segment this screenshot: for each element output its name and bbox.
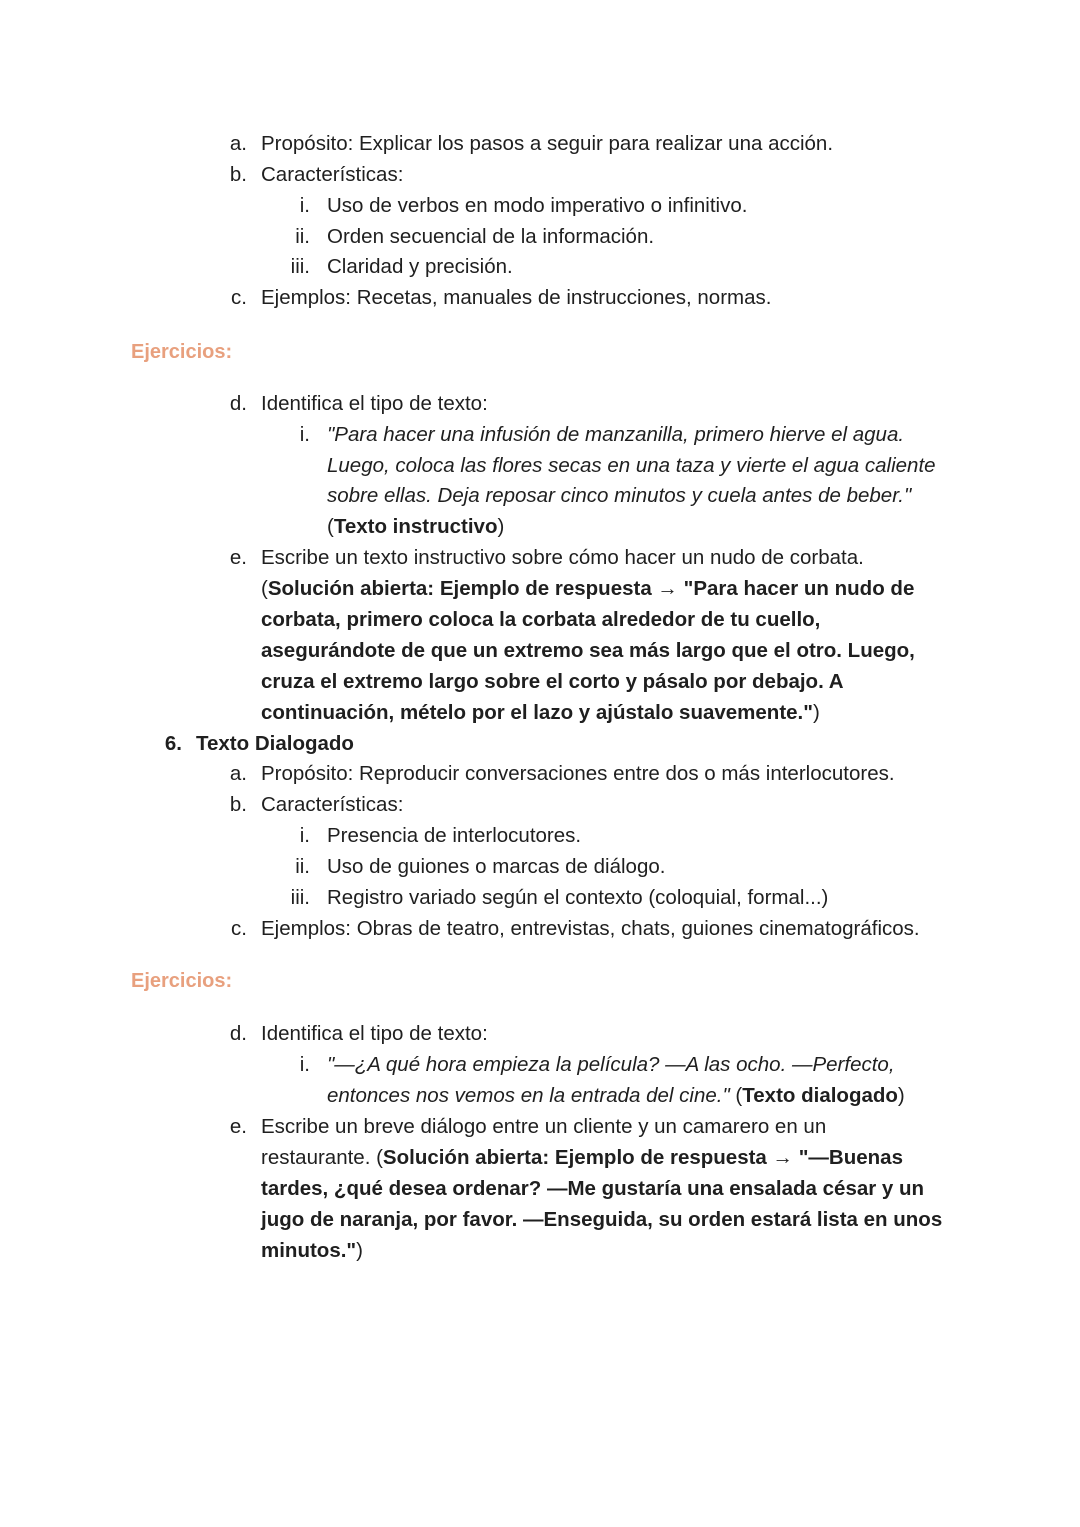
answer-text: Texto instructivo (333, 515, 498, 538)
list-text: Claridad y precisión. (327, 255, 513, 278)
list-marker: ii. (295, 855, 310, 878)
list-text: Registro variado según el contexto (coloquial, formal...) (327, 886, 829, 909)
solution-line (261, 1205, 942, 1235)
quote-text: sobre ellas. Deja reposar cinco minutos y cuela antes de beber." (327, 484, 912, 507)
quote-text: Luego, coloca las flores secas en una taza y vierte el agua caliente (327, 454, 936, 477)
list-marker: d. (229, 392, 247, 415)
list-marker: e. (229, 546, 247, 569)
list-text: Presencia de interlocutores. (327, 824, 582, 847)
list-marker: d. (229, 1022, 247, 1045)
solution-line (261, 667, 844, 697)
list-text: Ejemplos: Obras de teatro, entrevistas, chats, guiones cinematográficos. (261, 917, 920, 940)
quote-line (327, 451, 936, 481)
list-marker: i. (299, 1053, 310, 1076)
solution-text: cruza el extremo largo sobre el corto y pásalo por debajo. A (261, 670, 844, 693)
list-text: Características: (261, 163, 404, 186)
solution-text: continuación, mételo por el lazo y ajústalo suavemente." (261, 701, 813, 724)
exercises-heading: Ejercicios: (131, 970, 233, 992)
list-text: Uso de verbos en modo imperativo o infinitivo. (327, 194, 748, 217)
list-text: Orden secuencial de la información. (327, 225, 655, 248)
solution-line (261, 1174, 924, 1204)
solution-text: tardes, ¿qué desea ordenar? —Me gustaría una ensalada césar y un (261, 1177, 925, 1200)
solution-line (261, 574, 914, 604)
quote-line: "Para hacer una infusión de manzanilla, primero hierve el agua. (327, 423, 905, 446)
list-marker: i. (299, 194, 310, 217)
list-marker: c. (231, 917, 247, 940)
list-text: Uso de guiones o marcas de diálogo. (327, 855, 666, 878)
paren: ) (497, 515, 505, 538)
paren: ( (327, 515, 334, 538)
list-marker: c. (231, 286, 247, 309)
list-text: Escribe un breve diálogo entre un cliente y un camarero en un (261, 1115, 827, 1138)
list-marker: b. (229, 793, 247, 816)
quote-line: "—¿A qué hora empieza la película? —A las ocho. —Perfecto, (327, 1053, 895, 1076)
list-text: Identifica el tipo de texto: (261, 392, 488, 415)
solution-text: minutos." (261, 1239, 357, 1262)
list-marker: i. (299, 824, 310, 847)
quote-answer-line (327, 1081, 905, 1111)
list-text: Propósito: Reproducir conversaciones entre dos o más interlocutores. (261, 762, 895, 785)
paren: ) (897, 1084, 905, 1107)
solution-text: Solución abierta: Ejemplo de respuesta → "Para hacer un nudo de (267, 577, 915, 600)
list-marker: iii. (290, 255, 310, 278)
exercises-heading: Ejercicios: (131, 341, 233, 363)
paren: ( (729, 1084, 743, 1107)
section-number: 6. (164, 732, 182, 755)
list-text: Identifica el tipo de texto: (261, 1022, 488, 1045)
list-marker: b. (229, 163, 247, 186)
list-text: Características: (261, 793, 404, 816)
quote-line (327, 481, 911, 511)
solution-text: Solución abierta: Ejemplo de respuesta → "—Buenas (382, 1146, 903, 1169)
list-text: restaurante. ( (261, 1146, 383, 1169)
list-text: Ejemplos: Recetas, manuales de instrucciones, normas. (261, 286, 772, 309)
list-marker: ii. (295, 225, 310, 248)
solution-line (261, 636, 915, 666)
section-title: Texto Dialogado (196, 732, 354, 755)
list-text: Escribe un texto instructivo sobre cómo hacer un nudo de corbata. (261, 546, 864, 569)
list-marker: e. (229, 1115, 247, 1138)
solution-line (261, 605, 820, 635)
solution-line (261, 1236, 363, 1266)
list-marker: iii. (290, 886, 310, 909)
quote-text: entonces nos vemos en la entrada del cine." (327, 1084, 730, 1107)
list-marker: a. (229, 762, 247, 785)
solution-text: asegurándote de que un extremo sea más largo que el otro. Luego, (261, 639, 915, 662)
solution-line (261, 1143, 903, 1173)
answer-text: Texto dialogado (742, 1084, 898, 1107)
paren: ) (356, 1239, 363, 1262)
solution-text: corbata, primero coloca la corbata alrededor de tu cuello, (261, 608, 821, 631)
solution-line (261, 698, 820, 728)
list-text: Propósito: Explicar los pasos a seguir para realizar una acción. (261, 132, 834, 155)
list-marker: a. (229, 132, 247, 155)
paren: ( (261, 577, 268, 600)
answer-line (327, 512, 504, 542)
solution-text: jugo de naranja, por favor. —Enseguida, su orden estará lista en unos (261, 1208, 943, 1231)
paren: ) (812, 701, 820, 724)
list-marker: i. (299, 423, 310, 446)
